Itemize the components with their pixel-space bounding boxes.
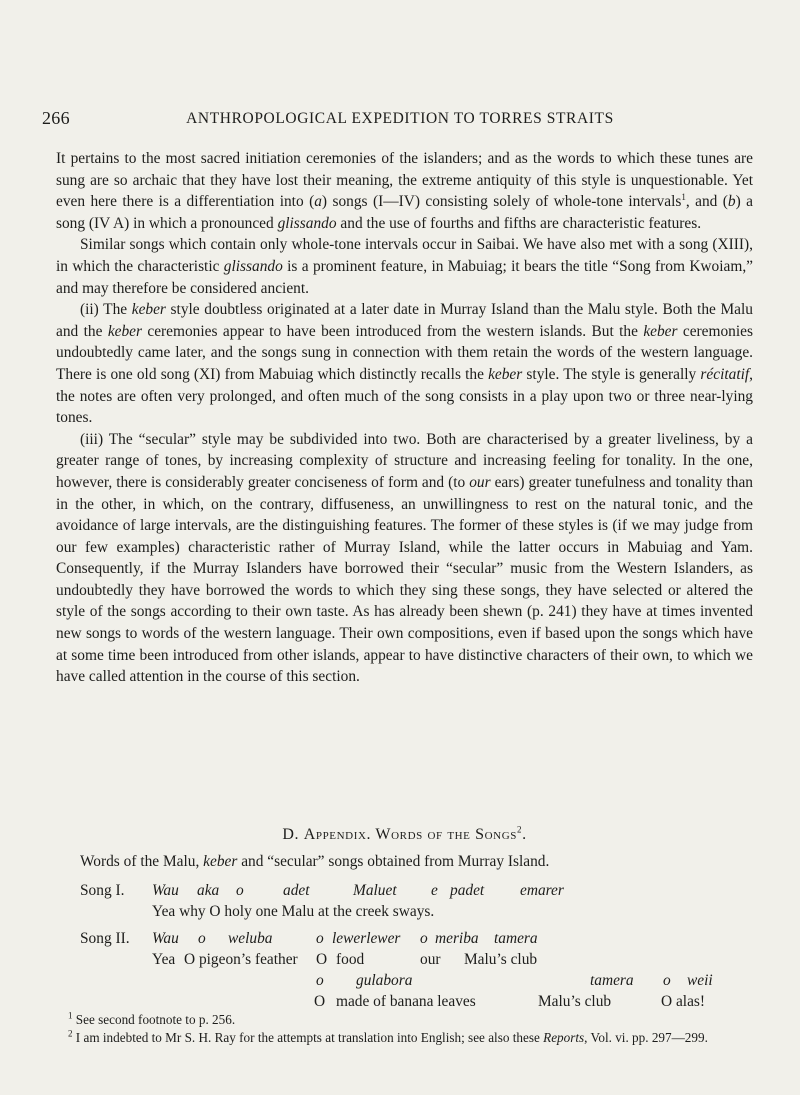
song-english-line: Yea why O holy one Malu at the creek sways. [152,903,435,920]
footnote-ref: 1 [681,192,686,203]
running-title: ANTHROPOLOGICAL EXPEDITION TO TORRES STRAITS [186,110,614,127]
footnote: $^2$ I am indebted to Mr S. H. Ray for the attempts at translation into English; see also these Reports, Vol. vi. pp. 297—299. [68,1028,708,1045]
body-text [56,148,753,688]
footnotes [56,1011,753,1047]
paragraph: Similar songs which contain only whole-tone intervals occur in Saibai. We have also met with a song (XIII), in which the characteristic glissando is a prominent feature, in Mabuiag; it bears the title “Song from Kwoiam,” and may therefore be considered ancient. [56,236,753,297]
song-english-line: O made of banana leaves Malu’s club O alas! [314,993,706,1010]
paragraph: It pertains to the most sacred initiation ceremonies of the islanders; and as the words to which these tunes are sung are so archaic that they have lost their meaning, the extreme antiquity of this style is unquestionable. Yet even here there is a differentiation into (a) songs (I—IV) consisting solely of whole-tone intervals$^1$, and (b) a song (IV A) in which a pronounced glissando and the use of fourths and fifths are characteristic features. [56,150,754,232]
song-native-line: o gulabora tamera o weii [316,972,713,989]
song-native-line: Song I. Wau aka o adet Maluet e padet emarer [80,882,564,899]
song-label: Song I. [80,882,125,899]
song-two [80,930,760,1014]
section-heading: D. Appendix. Words of the Songs$^2$. [282,824,527,843]
paragraph: (iii) The “secular” style may be subdivided into two. Both are characterised by a greater liveliness, by a greater range of tones, by increasing complexity of structure and increasing feeling for tonality. In the one, however, there is considerably greater conciseness of form and (to our ears) greater tunefulness and tonality than in the other, in which, on the contrary, diffuseness, an unwillingness to rest on the natural tonic, and the avoidance of large intervals, are the distinguishing features. The former of these styles is (if we may judge from our few examples) characteristic rather of Murray Island, while the latter occurs in Mabuiag and Yam. Consequently, if the Murray Islanders have borrowed their “secular” music from the Western Islanders, as undoubtedly they have borrowed the words to which they sing these songs, they have selected or altered the style of the songs according to their own taste. As has already been shewn (p. 241) they have at times invented new songs to words of the western language. Their own compositions, even if based upon the songs which have at some time been introduced from other islands, appear to have distinctive characters of their own, to which we have called attention in the course of this section. [56,430,753,686]
appendix-intro: Words of the Malu, keber and “secular” songs obtained from Murray Island. [80,853,550,870]
song-one [80,882,760,924]
footnote-ref: 2 [516,824,523,835]
paragraph: (ii) The keber style doubtless originated at a later date in Murray Island than the Malu style. Both the Malu and the keber ceremonies appear to have been introduced from the western islands. But the keber ceremonies undoubtedly came later, and the songs sung in connection with them retain the words of the western language. There is one old song (XI) from Mabuiag which distinctly recalls the keber style. The style is generally récitatif, the notes are often very prolonged, and often much of the song consists in a play upon two or three near-lying tones. [56,301,754,427]
footnote: $^1$ See second footnote to p. 256. [68,1010,236,1027]
song-native-line: Song II. Wau o weluba o lewerlewer o meriba tamera [80,930,538,947]
song-english-line: Yea O pigeon’s feather O food our Malu’s club [152,951,538,968]
page-header [40,108,760,132]
page-number: 266 [42,108,70,128]
song-label: Song II. [80,930,130,947]
